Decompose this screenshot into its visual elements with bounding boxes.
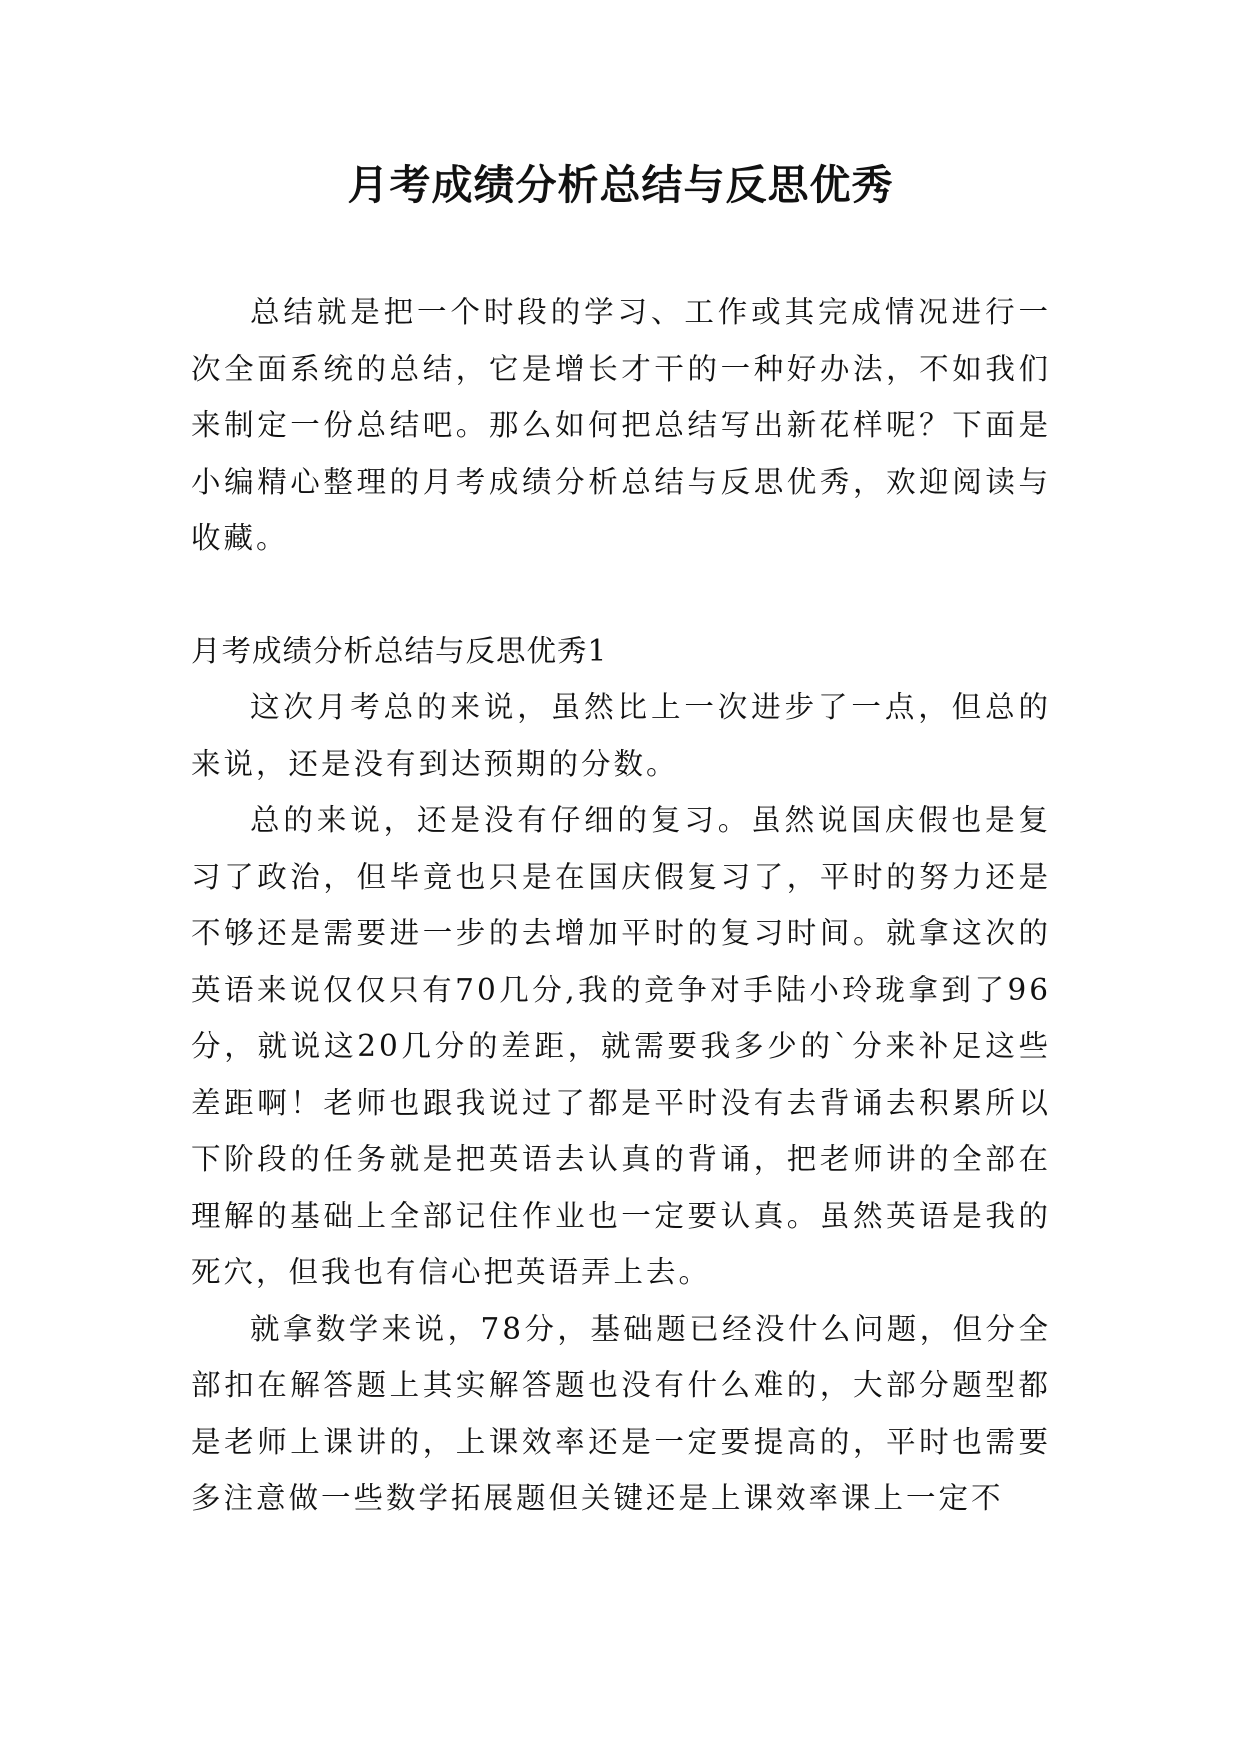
intro-paragraph: 总结就是把一个时段的学习、工作或其完成情况进行一次全面系统的总结，它是增长才干的一种好办法，不如我们来制定一份总结吧。那么如何把总结写出新花样呢？下面是小编精心整理的月考成绩分析总结与反思优秀，欢迎阅读与收藏。 — [191, 295, 1051, 555]
document-body — [191, 284, 1051, 1527]
body-paragraph: 就拿数学来说，78分，基础题已经没什么问题，但分全部扣在解答题上其实解答题也没有什么难的，大部分题型都是老师上课讲的，上课效率还是一定要提高的，平时也需要多注意做一些数学拓展题但关键还是上课效率课上一定不 — [191, 1311, 1051, 1515]
body-paragraph: 这次月考总的来说，虽然比上一次进步了一点，但总的来说，还是没有到达预期的分数。 — [191, 690, 1051, 781]
section-heading: 月考成绩分析总结与反思优秀1 — [191, 633, 608, 668]
document-title: 月考成绩分析总结与反思优秀 — [347, 161, 894, 209]
body-paragraph: 总的来说，还是没有仔细的复习。虽然说国庆假也是复习了政治，但毕竟也只是在国庆假复习了，平时的努力还是不够还是需要进一步的去增加平时的复习时间。就拿这次的英语来说仅仅只有70几分,我的竞争对手陆小玲珑拿到了96分，就说这20几分的差距，就需要我多少的`分来补足这些差距啊！老师也跟我说过了都是平时没有去背诵去积累所以下阶段的任务就是把英语去认真的背诵，把老师讲的全部在理解的基础上全部记住作业也一定要认真。虽然英语是我的死穴，但我也有信心把英语弄上去。 — [191, 803, 1051, 1289]
